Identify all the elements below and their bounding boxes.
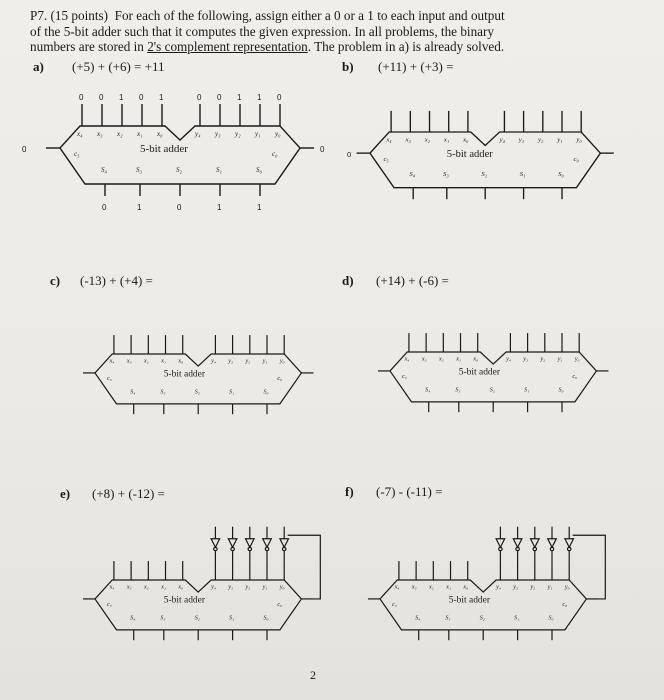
y-input-label: y₁: [262, 358, 268, 365]
y-bit-value: 0: [197, 93, 202, 102]
inverter-bubble: [265, 547, 268, 550]
y-input-label: y₁: [557, 136, 563, 144]
adder-diagram-e: [75, 528, 345, 648]
x-input-label: x₃: [97, 130, 103, 138]
sum-output-label: S₄: [130, 389, 136, 396]
sum-output-label: S₃: [445, 615, 451, 622]
inverter-triangle: [565, 539, 574, 548]
x-bit-value: 0: [79, 93, 84, 102]
x-input-label: x₁: [161, 358, 166, 365]
x-input-label: x₀: [178, 358, 184, 365]
y-bit-value: 0: [217, 93, 222, 102]
sum-output-label: S₁: [524, 387, 530, 394]
y-input-label: y₃: [228, 358, 234, 365]
carry-out-label: c₅: [107, 375, 112, 382]
x-input-label: x₄: [404, 356, 410, 363]
y-input-label: y₀: [564, 584, 570, 591]
sum-output-label: S₀: [263, 389, 269, 396]
adder-body-group: [378, 333, 608, 412]
sum-output-label: S₃: [160, 615, 166, 622]
sum-output-label: S₄: [415, 615, 421, 622]
inverter-bubble: [533, 547, 536, 550]
x-input-label: x₁: [456, 356, 461, 363]
adder-title: 5-bit adder: [458, 367, 501, 378]
inverter-triangle: [263, 539, 272, 548]
sum-bit-value: 0: [177, 203, 182, 212]
adder-title: 5-bit adder: [163, 369, 206, 380]
sum-bit-value: 1: [217, 203, 222, 212]
sum-output-label: S₁: [229, 389, 235, 396]
inverter-triangle: [496, 539, 505, 548]
y-input-label: y₁: [255, 130, 261, 138]
problem-line-1: For each of the following, assign either a 0 or a 1 to each input and output: [114, 8, 505, 23]
inverter-bubble: [282, 547, 285, 550]
adder-body-group: [83, 335, 313, 414]
sum-output-label: S₁: [519, 171, 526, 179]
adder-body-group: [347, 111, 614, 199]
x-input-label: x₂: [424, 136, 431, 144]
carry-out-label: c₅: [392, 601, 397, 608]
adder-diagram-b: [330, 108, 630, 218]
sum-output-label: S₀: [558, 387, 564, 394]
adder-title: 5-bit adder: [163, 595, 206, 606]
problem-line-3a: numbers are stored in: [30, 39, 148, 54]
sum-output-label: S₀: [256, 166, 262, 174]
carry-in-value: 0: [346, 149, 352, 159]
carry-out-label: c₅: [402, 373, 407, 380]
inverter-bubble: [516, 547, 519, 550]
y-input-label: y₀: [275, 130, 281, 138]
x-input-label: x₂: [144, 358, 149, 365]
y-input-label: y₁: [557, 356, 563, 363]
problem-line-3b: . The problem in a) is already solved.: [307, 39, 505, 54]
sum-bit-value: 1: [137, 203, 142, 212]
inverter-bubble: [499, 547, 502, 550]
x-bit-value: 1: [119, 93, 124, 102]
inverter-triangle: [531, 539, 540, 548]
part-f-expression: (-7) - (-11) =: [376, 484, 443, 499]
sum-output-label: S₁: [216, 166, 222, 174]
y-input-label: y₃: [513, 584, 519, 591]
x-input-label: x₄: [386, 136, 392, 144]
x-input-label: x₀: [473, 356, 479, 363]
x-input-label: x₁: [443, 136, 450, 144]
y-input-label: y₂: [245, 358, 251, 365]
x-bit-value: 0: [99, 93, 104, 102]
sum-output-label: S₂: [176, 166, 182, 174]
inverter-triangle: [513, 539, 522, 548]
x-input-label: x₄: [394, 584, 400, 591]
x-input-label: x₀: [178, 584, 184, 591]
sum-output-label: S₂: [489, 387, 495, 394]
y-input-label: y₄: [496, 584, 501, 591]
part-a-label: a): [33, 59, 44, 74]
x-input-label: x₀: [463, 584, 469, 591]
carry-in-label: c₀: [272, 150, 278, 158]
carry-in-label: c₀: [562, 601, 568, 608]
y-input-label: y₀: [279, 358, 285, 365]
x-input-label: x₂: [429, 584, 434, 591]
adder-diagram-f: [360, 528, 630, 648]
y-input-label: y₂: [245, 584, 251, 591]
x-input-label: x₁: [446, 584, 451, 591]
carry-in-label: c₀: [573, 155, 579, 163]
problem-line-3-underlined: 2's complement representation: [147, 39, 308, 54]
y-input-label: y₃: [518, 136, 525, 144]
problem-statement: [30, 8, 640, 55]
sum-output-label: S₃: [136, 166, 142, 174]
sum-output-label: S₀: [548, 615, 554, 622]
sum-bit-value: 0: [102, 203, 107, 212]
x-input-label: x₃: [411, 584, 417, 591]
adder-title: 5-bit adder: [448, 595, 491, 606]
sum-output-label: S₃: [442, 171, 449, 179]
carry-out-label: c₅: [107, 601, 112, 608]
x-input-label: x₃: [126, 358, 132, 365]
y-input-label: y₄: [195, 130, 201, 138]
carry-out-value: 0: [22, 145, 27, 154]
carry-out-label: c₅: [383, 155, 389, 163]
adder-body-group: [368, 527, 605, 641]
y-input-label: y₁: [262, 584, 268, 591]
y-input-label: y₂: [538, 136, 544, 144]
sum-bit-value: 1: [257, 203, 262, 212]
part-f-label: f): [345, 484, 354, 499]
inverter-bubble: [214, 547, 217, 550]
x-input-label: x₂: [117, 130, 123, 138]
sum-output-label: S₁: [514, 615, 520, 622]
sum-output-label: S₄: [101, 166, 107, 174]
x-input-label: x₃: [405, 136, 411, 144]
inverter-triangle: [211, 539, 220, 548]
y-input-label: y₂: [235, 130, 241, 138]
sum-output-label: S₂: [194, 615, 200, 622]
x-input-label: x₂: [439, 356, 444, 363]
carry-in-label: c₀: [572, 373, 578, 380]
y-input-label: y₁: [547, 584, 553, 591]
adder-title: 5-bit adder: [446, 148, 493, 160]
sum-output-label: S₄: [409, 171, 416, 179]
x-input-label: x₄: [77, 130, 83, 138]
sum-output-label: S₂: [194, 389, 200, 396]
x-input-label: x₄: [109, 358, 115, 365]
y-input-label: y₄: [211, 358, 216, 365]
part-c-expression: (-13) + (+4) =: [80, 273, 153, 288]
y-input-label: y₂: [530, 584, 536, 591]
carry-out-label: c₅: [74, 150, 80, 158]
y-bit-value: 1: [257, 93, 262, 102]
inverter-bubble: [550, 547, 553, 550]
y-input-label: y₄: [499, 136, 505, 144]
inverter-triangle: [228, 539, 237, 548]
adder-diagram-d: [370, 336, 610, 426]
inverter-bubble: [248, 547, 251, 550]
y-input-label: y₂: [540, 356, 546, 363]
x-input-label: x₂: [144, 584, 149, 591]
y-input-label: y₄: [211, 584, 216, 591]
carry-in-value: 0: [320, 145, 325, 154]
adder-body-group: [22, 93, 325, 212]
y-input-label: y₀: [574, 356, 580, 363]
y-bit-value: 0: [277, 93, 282, 102]
inverter-triangle: [246, 539, 255, 548]
inverter-bubble: [231, 547, 234, 550]
adder-diagram-a: [22, 93, 325, 240]
part-e-expression: (+8) + (-12) =: [92, 486, 165, 501]
x-input-label: x₀: [463, 136, 469, 144]
page-number: 2: [310, 668, 316, 682]
sum-output-label: S₁: [229, 615, 235, 622]
part-d-label: d): [342, 273, 354, 288]
x-input-label: x₃: [126, 584, 132, 591]
x-input-label: x₀: [157, 130, 163, 138]
y-input-label: y₀: [576, 136, 582, 144]
y-input-label: y₄: [506, 356, 511, 363]
y-bit-value: 1: [237, 93, 242, 102]
part-b-label: b): [342, 59, 354, 74]
y-input-label: y₃: [228, 584, 234, 591]
inverter-triangle: [280, 539, 289, 548]
x-input-label: x₃: [421, 356, 427, 363]
x-input-label: x₁: [161, 584, 166, 591]
adder-outline: [60, 126, 300, 184]
carry-in-label: c₀: [277, 601, 283, 608]
part-e-label: e): [60, 486, 71, 501]
sum-output-label: S₀: [558, 171, 564, 179]
adder-diagram-c: [75, 338, 315, 428]
inverter-bubble: [567, 547, 570, 550]
part-b-expression: (+11) + (+3) =: [378, 59, 454, 74]
sum-output-label: S₀: [263, 615, 269, 622]
y-input-label: y₀: [279, 584, 285, 591]
x-bit-value: 0: [139, 93, 144, 102]
problem-line-2: of the 5-bit adder such that it computes the given expression. In all problems, the binary: [30, 23, 495, 39]
sum-output-label: S₃: [455, 387, 461, 394]
sum-output-label: S₄: [130, 615, 136, 622]
y-input-label: y₃: [523, 356, 529, 363]
sum-output-label: S₂: [479, 615, 485, 622]
sum-output-label: S₄: [425, 387, 431, 394]
sum-output-label: S₂: [481, 171, 488, 179]
y-input-label: y₃: [215, 130, 221, 138]
x-input-label: x₄: [109, 584, 115, 591]
adder-title: 5-bit adder: [140, 143, 188, 155]
inverter-triangle: [548, 539, 557, 548]
x-input-label: x₁: [137, 130, 143, 138]
problem-heading: P7. (15 points): [30, 8, 109, 23]
part-c-label: c): [50, 273, 61, 288]
part-a-expression: (+5) + (+6) = +11: [72, 59, 165, 74]
carry-in-label: c₀: [277, 375, 283, 382]
x-bit-value: 1: [159, 93, 164, 102]
part-d-expression: (+14) + (-6) =: [376, 273, 449, 288]
adder-body-group: [83, 527, 320, 641]
sum-output-label: S₃: [160, 389, 166, 396]
